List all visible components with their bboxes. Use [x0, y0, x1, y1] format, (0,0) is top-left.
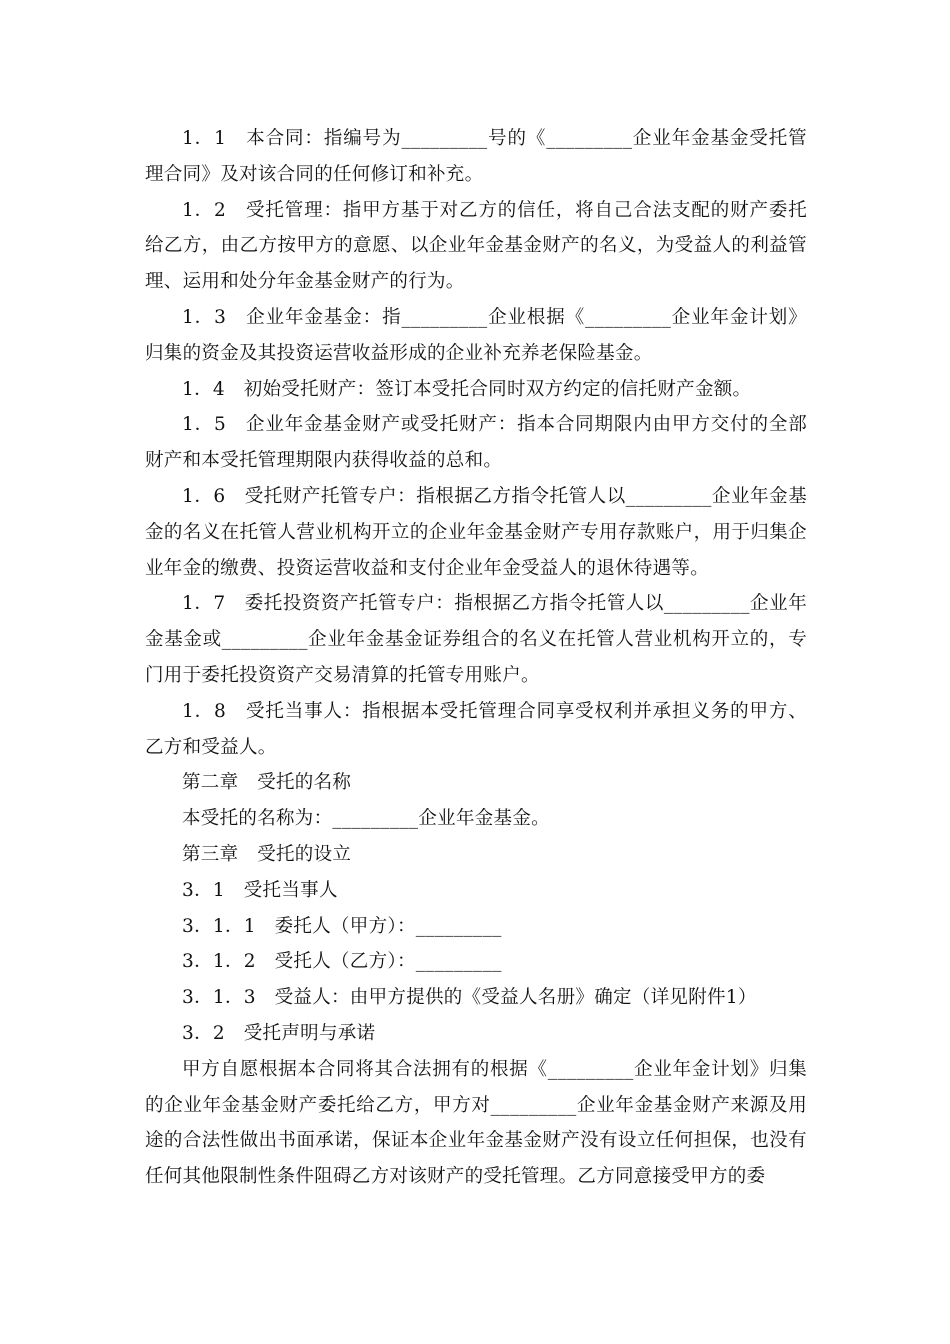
definition-1-2: 1．2 受托管理：指甲方基于对乙方的信任，将自己合法支配的财产委托给乙方，由乙方按甲方的意愿、以企业年金基金财产的名义，为受益人的利益管理、运用和处分年金基金财产的行为。 [145, 199, 807, 293]
definition-1-6: 1．6 受托财产托管专户：指根据乙方指令托管人以_________企业年金基金的名义在托管人营业机构开立的企业年金基金财产专用存款账户，用于归集企业年金的缴费、投资运营收益和支付企业年金受益人的退休待遇等。 [145, 485, 807, 579]
section-3-1-2: 3．1．2 受托人（乙方）：_________ [182, 951, 502, 973]
definition-1-3: 1．3 企业年金基金：指_________企业根据《_________企业年金计划》归集的资金及其投资运营收益形成的企业补充养老保险基金。 [145, 306, 807, 364]
definition-1-8: 1．8 受托当事人：指根据本受托管理合同享受权利并承担义务的甲方、乙方和受益人。 [145, 700, 807, 758]
definition-1-1: 1．1 本合同：指编号为_________号的《_________企业年金基金受托管理合同》及对该合同的任何修订和补充。 [145, 128, 807, 185]
definition-1-5: 1．5 企业年金基金财产或受托财产：指本合同期限内由甲方交付的全部财产和本受托管理期限内获得收益的总和。 [145, 414, 807, 472]
section-3-1-1: 3．1．1 委托人（甲方）：_________ [182, 915, 502, 937]
declaration-paragraph: 甲方自愿根据本合同将其合法拥有的根据《_________企业年金计划》归集的企业年金基金财产委托给乙方，甲方对_________企业年金基金财产来源及用途的合法性做出书面承诺，保证本企业年金基金财产没有设立任何担保，也没有任何其他限制性条件阻碍乙方对该财产的受托管理。乙方同意接受甲方的委 [145, 1058, 807, 1188]
section-3-1-heading: 3．1 受托当事人 [182, 879, 338, 901]
chapter-2-heading: 第二章 受托的名称 [182, 772, 352, 794]
section-3-2-heading: 3．2 受托声明与承诺 [182, 1022, 376, 1044]
document-body [145, 121, 807, 1195]
section-3-1-3: 3．1．3 受益人：由甲方提供的《受益人名册》确定（详见附件1） [182, 987, 757, 1009]
definition-1-7: 1．7 委托投资资产托管专户：指根据乙方指令托管人以_________企业年金基金或_________企业年金基金证券组合的名义在托管人营业机构开立的，专门用于委托投资资产交易清算的托管专用账户。 [145, 593, 807, 686]
definition-1-4: 1．4 初始受托财产：签订本受托合同时双方约定的信托财产金额。 [182, 378, 752, 400]
trust-name-paragraph: 本受托的名称为：_________企业年金基金。 [182, 808, 550, 830]
chapter-3-heading: 第三章 受托的设立 [182, 843, 352, 865]
